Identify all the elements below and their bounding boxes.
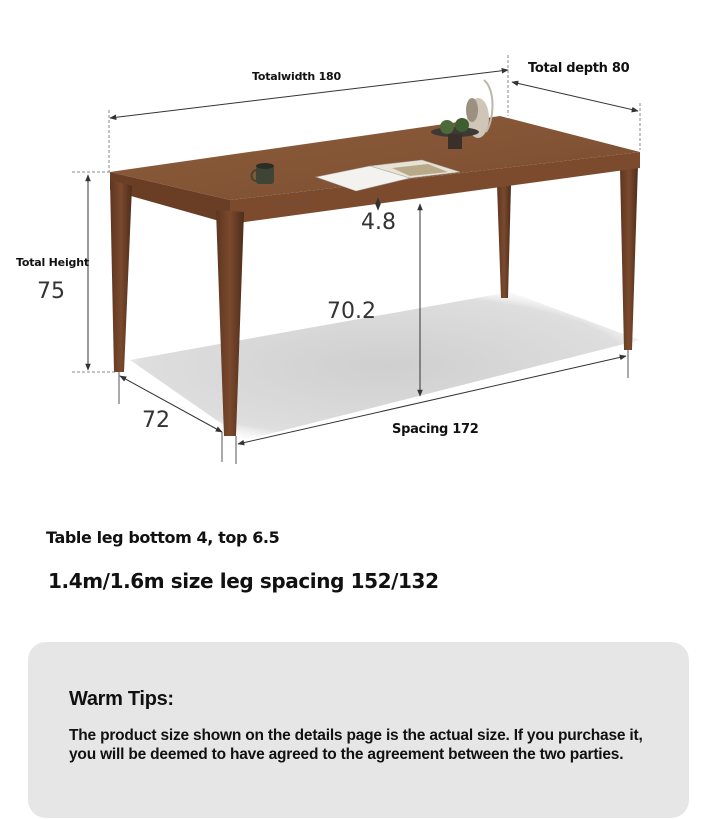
other-sizes-note: 1.4m/1.6m size leg spacing 152/132 [48,569,439,593]
total-depth-label: Total depth 80 [528,61,630,76]
warm-tips-body: The product size shown on the details page is the actual size. If you purchase it, you will be deemed to have agreed to the agreement between the two parties. [69,727,643,763]
clearance-height-value: 70.2 [327,299,376,324]
total-height-value: 75 [37,279,65,304]
total-width-label: Totalwidth 180 [252,70,341,83]
warm-tips-panel [28,642,689,818]
top-thickness-value: 4.8 [361,210,396,235]
warm-tips-title: Warm Tips: [69,688,174,710]
leg-width-spacing-label: Spacing 172 [392,422,479,437]
leg-size-note: Table leg bottom 4, top 6.5 [46,528,280,547]
front-legs [110,180,244,436]
floor-shadow [130,292,640,440]
leg-depth-spacing-value: 72 [142,408,170,433]
total-height-title: Total Height [16,256,89,269]
